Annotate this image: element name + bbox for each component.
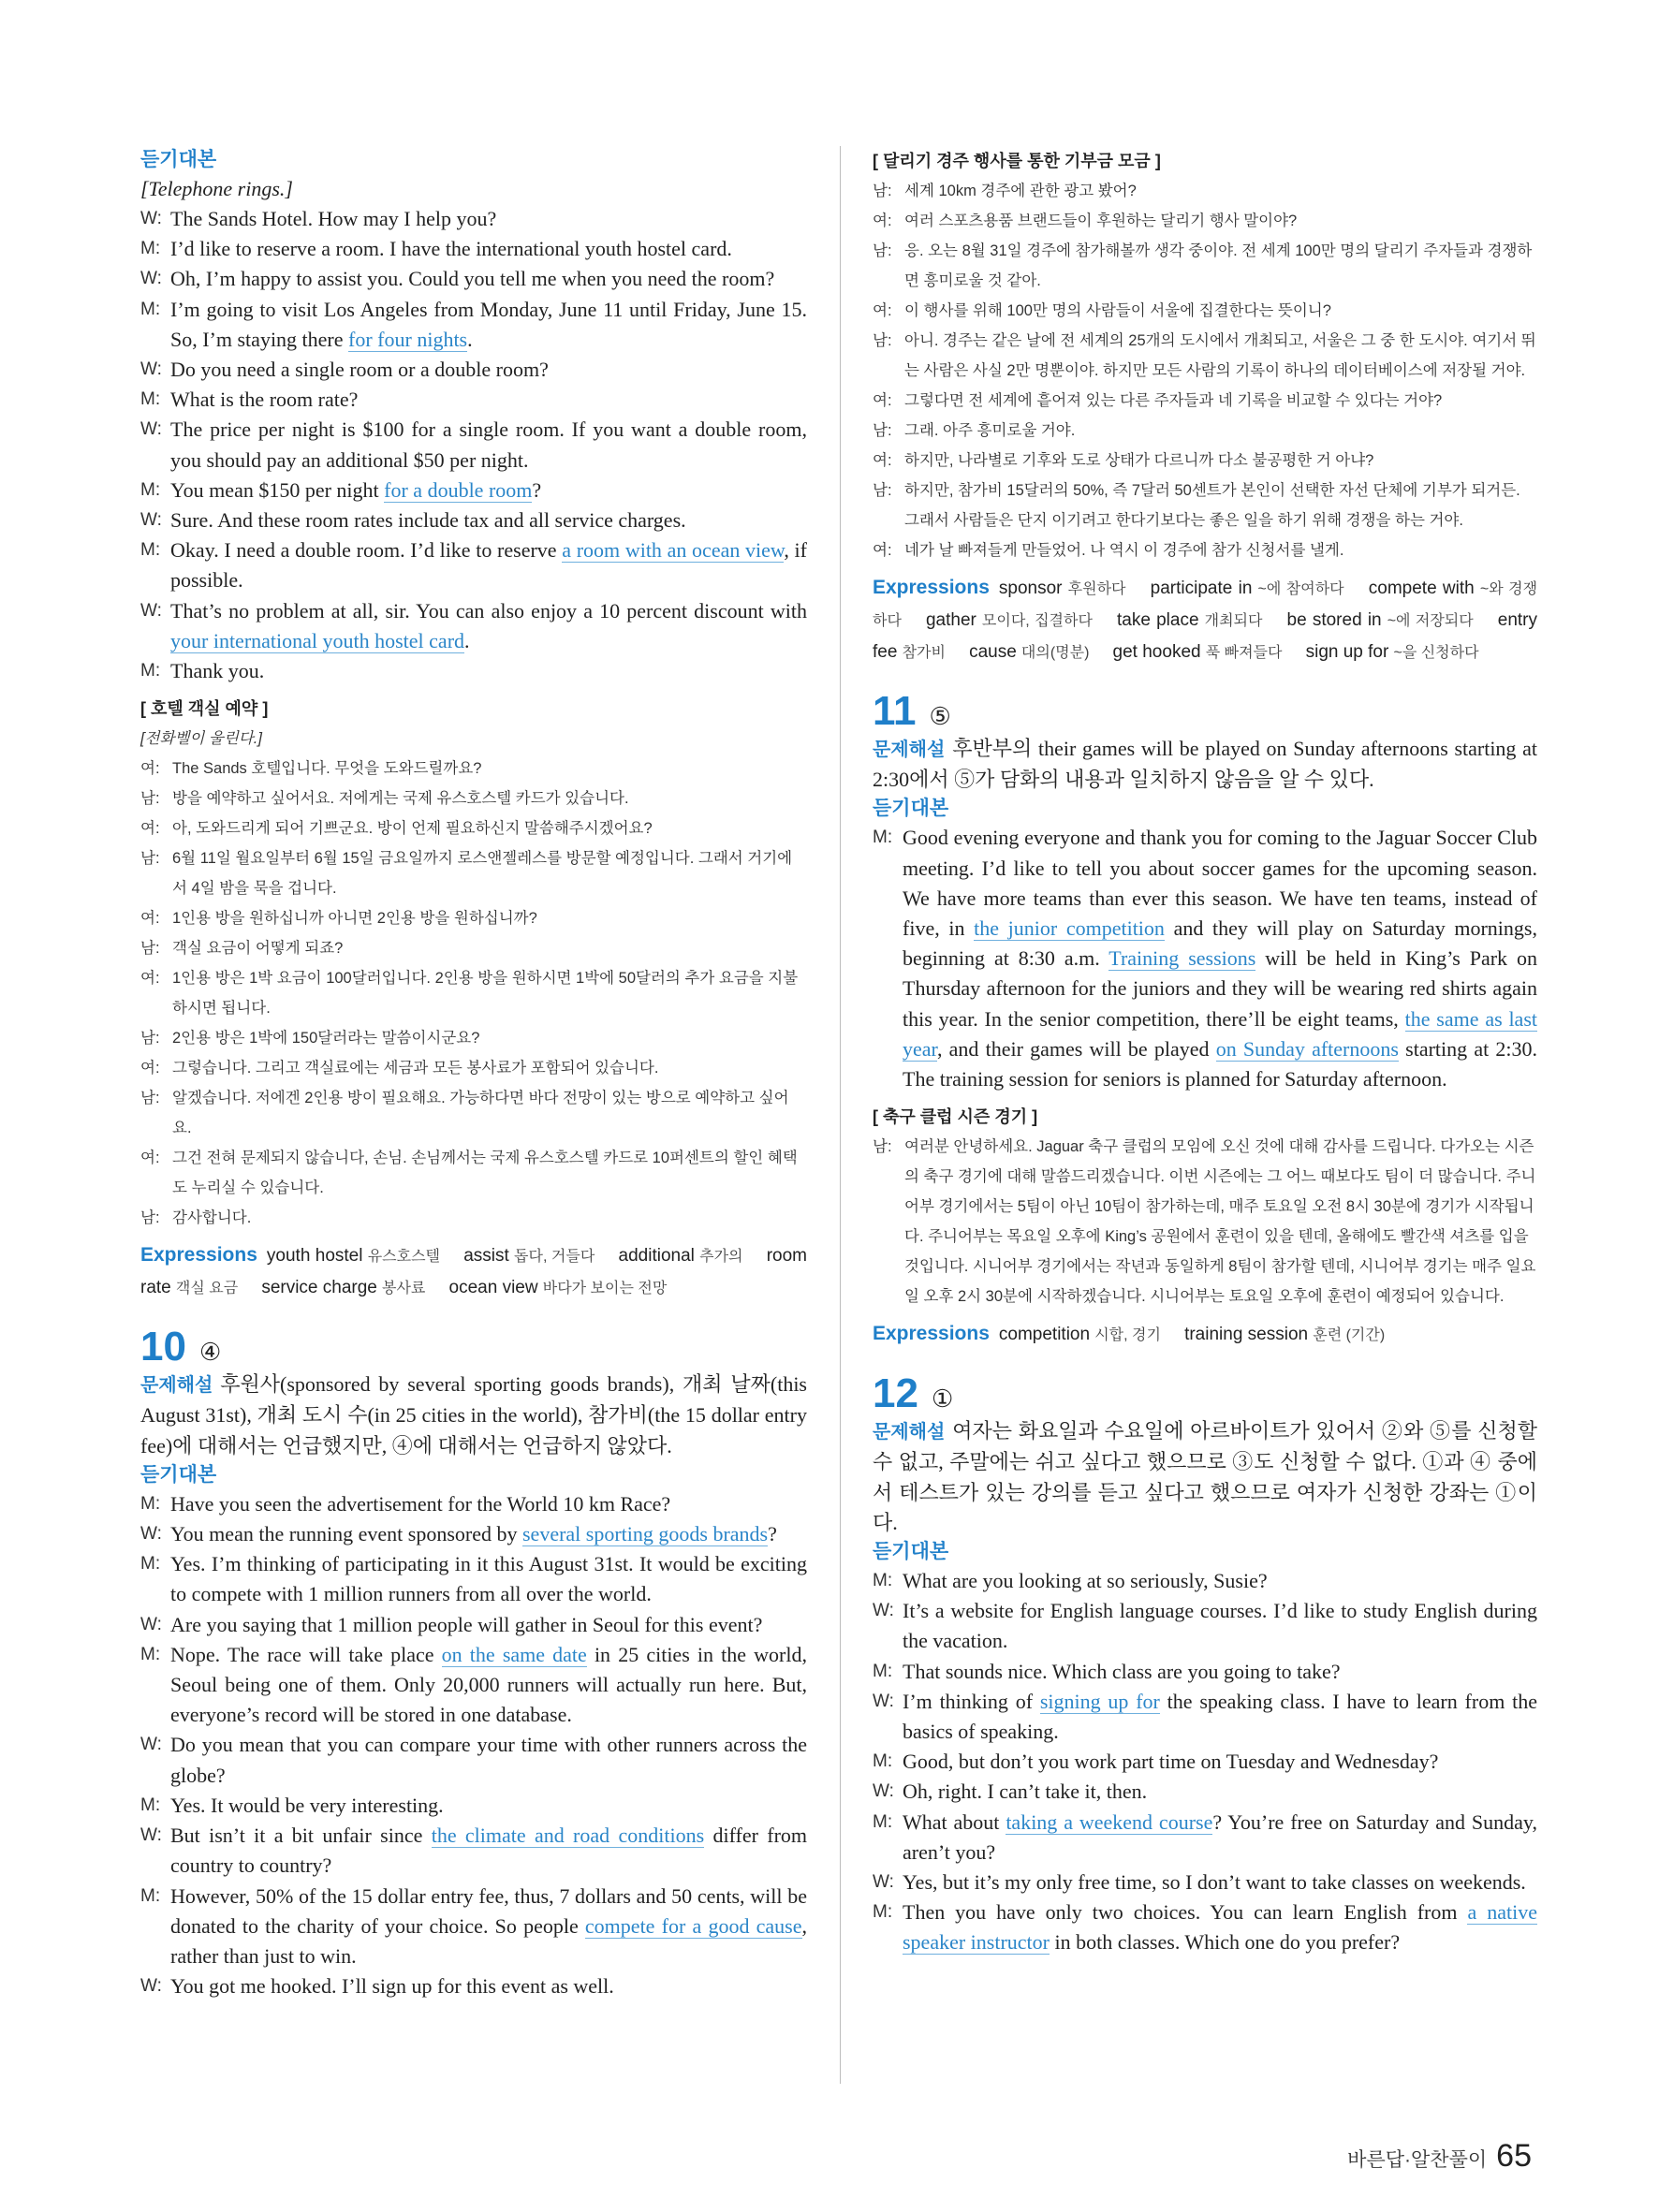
solution-text: 여자는 화요일과 수요일에 아르바이트가 있어서 ②와 ⑤를 신청할 수 없고, 주말에는 쉬고 싶다고 했으므로 ③도 신청할 수 없다. ①과 ④ 중에서 테스트가 있는 강의를 듣고 싶다고 했으므로 여자가 신청한 강좌는 ①이다. — [873, 1419, 1537, 1534]
speaker-label: W: — [140, 1524, 162, 1545]
expression-term: get hooked — [1112, 642, 1201, 662]
text-segment: the speaking class. I have to learn from the basics of speaking. — [903, 1689, 1537, 1744]
expression-term: competition — [998, 1325, 1091, 1345]
translation-text: 1인용 방은 1박 요금이 100달러입니다. 2인용 방을 원하시면 1박에 50달러의 추가 요금을 지불하시면 됩니다. — [172, 970, 799, 1018]
speaker-label: 남: — [140, 1030, 160, 1047]
translation-text: 1인용 방을 원하십니까 아니면 2인용 방을 원하십니까? — [172, 910, 537, 928]
highlighted-phrase: for four nights — [348, 327, 468, 351]
dialogue-text: The price per night is $100 for a single room. If you want a double room, you should pay an additional $50 per night. — [170, 417, 807, 472]
translation-line — [140, 933, 807, 963]
dialogue-line — [140, 355, 807, 385]
solution-text: 후반부의 their games will be played on Sunday afternoons starting at 2:30에서 ⑤가 담화의 내용과 일치하지 않음을 알 수 있다. — [873, 737, 1537, 792]
dialogue-text: Yes. I’m thinking of participating in it this August 31st. It would be exciting to compete with 1 million runners from all over the world. — [170, 1552, 807, 1606]
expression-meaning: 시합, 경기 — [1094, 1327, 1161, 1344]
highlighted-phrase: the junior competition — [974, 916, 1165, 941]
dialogue-line — [873, 1566, 1537, 1596]
translation-text: 아니. 경주는 같은 날에 전 세계의 25개의 도시에서 개최되고, 서울은 그 중 한 도시야. 여기서 뛰는 사람은 사실 2만 명뿐이야. 하지만 모든 사람의 기록이 하나의 데이터베이스에 저장될 거야. — [904, 332, 1536, 379]
expression-meaning: 훈련 (기간) — [1313, 1327, 1386, 1344]
text-segment: Good evening everyone and thank you for coming to the Jaguar Soccer Club meeting. I’d like to tell you about soccer games for the upcoming season. We have more teams than ever this season. We have ten teams, instead of five, in — [903, 826, 1537, 941]
speaker-label: M: — [140, 479, 161, 500]
text-segment: and they will play on Saturday mornings, beginning at 8:30 a.m. — [903, 916, 1537, 971]
q10-solution — [140, 1370, 807, 1461]
dialogue-line — [140, 1882, 807, 1972]
translation-line — [140, 1053, 807, 1083]
footer-text: 바른답·알찬풀이 — [1347, 2149, 1488, 2171]
translation-line — [873, 176, 1537, 206]
text-segment: Nope. The race will take place — [170, 1642, 442, 1666]
speaker-label: W: — [140, 1825, 162, 1846]
q9-dialogue — [140, 204, 807, 686]
speaker-label: 여: — [140, 1060, 160, 1077]
translation-line — [140, 1143, 807, 1203]
translation-text: 그건 전혀 문제되지 않습니다, 손님. 손님께서는 국제 유스호스텔 카드로 10퍼센트의 할인 혜택도 누리실 수 있습니다. — [172, 1150, 798, 1197]
q10-heading — [140, 1325, 807, 1370]
text-segment: However, 50% of the 15 dollar entry fee, thus, 7 dollars and 50 cents, will be donated to the charity of your choice. So people — [170, 1883, 807, 1938]
speaker-label: M: — [140, 1795, 161, 1815]
dialogue-text: Yes, but it’s my only free time, so I don’t want to take classes on weekends. — [903, 1870, 1526, 1895]
translation-text: 이 행사를 위해 100만 명의 사람들이 서울에 집결한다는 뜻이니? — [904, 302, 1331, 319]
expression-term: compete with — [1368, 579, 1475, 598]
expression-meaning: ~을 신청하다 — [1393, 645, 1479, 661]
expression-term: ocean view — [448, 1278, 538, 1298]
speaker-label: M: — [140, 389, 161, 410]
q10-translation-title: [ 달리기 경주 행사를 통한 기부금 모금 ] — [873, 152, 1161, 170]
dialogue-text — [170, 535, 807, 595]
expression-meaning: 봉사료 — [382, 1281, 426, 1297]
translation-text: 여러 스포츠용품 브랜드들이 후원하는 달리기 행사 말이야? — [904, 212, 1298, 229]
expression-meaning: 푹 빠져들다 — [1205, 645, 1283, 661]
q10-expressions — [873, 573, 1537, 668]
dialogue-line — [140, 234, 807, 264]
translation-line — [140, 903, 807, 933]
expression-term: entry fee — [873, 610, 1538, 662]
highlighted-phrase: signing up for — [1039, 1689, 1160, 1713]
expression-term: take place — [1117, 610, 1199, 630]
speaker-label: M: — [140, 540, 161, 561]
question-number: 11 — [873, 688, 917, 734]
speaker-label: 남: — [873, 183, 892, 199]
highlighted-phrase: compete for a good cause — [584, 1913, 802, 1938]
page-footer — [1347, 2138, 1532, 2175]
dialogue-line — [140, 264, 807, 294]
highlighted-phrase: on the same date — [441, 1642, 587, 1666]
speaker-label: 여: — [873, 542, 892, 559]
translation-text: 감사합니다. — [172, 1209, 252, 1227]
translation-line — [873, 535, 1537, 565]
speaker-label: M: — [140, 1885, 161, 1906]
dialogue-line — [140, 505, 807, 535]
translation-line — [873, 416, 1537, 446]
translation-text: 방을 예약하고 싶어서요. 저에게는 국제 유스호스텔 카드가 있습니다. — [172, 790, 629, 808]
expression-meaning: ~와 경쟁하다 — [873, 581, 1538, 629]
speaker-label: M: — [873, 1661, 893, 1681]
script-label: 듣기대본 — [140, 1463, 217, 1486]
dialogue-line — [873, 1657, 1537, 1687]
dialogue-line — [140, 415, 807, 475]
q10-translation — [873, 176, 1537, 565]
speaker-label: W: — [140, 269, 162, 289]
highlighted-phrase: on Sunday afternoons — [1215, 1036, 1399, 1061]
speaker-label: M: — [873, 828, 893, 848]
text-segment: in 25 cities in the world, Seoul being one of them. Only 20,000 runners will actually run here. But, everyone’s record will be stored in one database. — [170, 1642, 807, 1727]
dialogue-text: It’s a website for English language courses. I’d like to study English during the vacation. — [903, 1599, 1537, 1653]
expression-term: participate in — [1150, 579, 1253, 598]
translation-text: 세계 10km 경주에 관한 광고 봤어? — [904, 183, 1137, 199]
right-column — [873, 146, 1537, 1958]
expression-meaning: 대의(명분) — [1020, 645, 1090, 661]
dialogue-text: What is the room rate? — [170, 388, 359, 412]
translation-line — [140, 813, 807, 843]
translation-text: 그렇습니다. 그리고 객실료에는 세금과 모든 봉사료가 포함되어 있습니다. — [172, 1060, 659, 1077]
expressions-label: Expressions — [873, 1323, 990, 1345]
speaker-label: 남: — [873, 332, 892, 349]
dialogue-line — [140, 1640, 807, 1731]
solution-label: 문제해설 — [873, 1422, 946, 1443]
dialogue-line — [140, 1519, 807, 1549]
translation-text: 알겠습니다. 저에겐 2인용 방이 필요해요. 가능하다면 바다 전망이 있는 방으로 예약하고 싶어요. — [172, 1090, 789, 1137]
highlighted-phrase: the same as last year — [903, 1006, 1537, 1061]
q9-translation-title: [ 호텔 객실 예약 ] — [140, 699, 269, 719]
speaker-label: 남: — [873, 482, 892, 499]
speaker-label: 남: — [873, 1138, 892, 1156]
speaker-label: M: — [140, 1493, 161, 1514]
script-label: 듣기대본 — [873, 798, 949, 820]
dialogue-line — [873, 1808, 1537, 1868]
q11-heading — [873, 689, 1537, 734]
speaker-label: 남: — [140, 1090, 160, 1107]
dialogue-text: What are you looking at so seriously, Susie? — [903, 1569, 1268, 1593]
text-segment: will be held in King’s Park on Thursday afternoon for the juniors and they will be wearing red shirts again this year. In the senior competition, there’ll be eight teams, — [903, 946, 1537, 1031]
translation-text: 객실 요금이 어떻게 되죠? — [172, 940, 344, 958]
translation-text: 6월 11일 월요일부터 6월 15일 금요일까지 로스앤젤레스를 방문할 예정입니다. 그래서 거기에서 4일 밤을 묵을 겁니다. — [172, 850, 793, 898]
speaker-label: M: — [873, 1751, 893, 1772]
dialogue-text — [903, 1897, 1537, 1957]
translation-line — [873, 476, 1537, 535]
dialogue-line — [140, 656, 807, 686]
highlighted-phrase: taking a weekend course — [1006, 1809, 1213, 1834]
dialogue-text: Sure. And these room rates include tax and all service charges. — [170, 508, 686, 533]
text-segment: , if possible. — [170, 538, 807, 593]
dialogue-line — [140, 1821, 807, 1881]
expression-term: be stored in — [1286, 610, 1382, 630]
expression-meaning: 돕다, 거들다 — [514, 1249, 595, 1266]
expression-term: gather — [925, 610, 976, 630]
script-label: 듣기대본 — [140, 149, 217, 170]
translation-line — [140, 1203, 807, 1233]
text-segment: . — [467, 327, 473, 351]
dialogue-text — [170, 596, 807, 656]
text-segment: You mean $150 per night — [170, 477, 385, 502]
speaker-label: M: — [140, 299, 161, 319]
dialogue-text: You got me hooked. I’ll sign up for this event as well. — [170, 1974, 614, 1999]
speaker-label: M: — [140, 661, 161, 681]
speaker-label: W: — [140, 209, 162, 228]
question-number: 10 — [140, 1324, 186, 1370]
translation-text: 응. 오는 8월 31일 경주에 참가해볼까 생각 중이야. 전 세계 100만 명의 달리기 주자들과 경쟁하면 흥미로울 것 같아. — [904, 242, 1533, 289]
speaker-label: 남: — [873, 242, 892, 259]
dialogue-text: Yes. It would be very interesting. — [170, 1793, 444, 1817]
dialogue-line — [140, 204, 807, 234]
speaker-label: 여: — [140, 970, 160, 988]
expression-term: additional — [618, 1246, 695, 1267]
speaker-label: 여: — [873, 452, 892, 469]
dialogue-text — [170, 476, 807, 505]
translation-line — [873, 236, 1537, 296]
text-segment: I’m going to visit Los Angeles from Monday, June 11 until Friday, June 15. So, I’m staying there — [170, 297, 807, 351]
translation-line — [140, 963, 807, 1023]
highlighted-phrase: a room with an ocean view — [562, 538, 785, 563]
translation-line — [140, 1023, 807, 1053]
dialogue-text: Oh, I’m happy to assist you. Could you tell me when you need the room? — [170, 267, 775, 291]
question-number: 12 — [873, 1370, 918, 1417]
text-segment: , rather than just to win. — [170, 1913, 807, 1968]
text-segment: I’m thinking of — [903, 1689, 1040, 1713]
speaker-label: W: — [140, 359, 162, 380]
dialogue-text — [170, 295, 807, 355]
text-segment: ? — [768, 1522, 777, 1546]
speaker-label: W: — [140, 419, 162, 440]
text-segment: differ from country to country? — [170, 1824, 808, 1878]
stage-direction: [Telephone rings.] — [140, 177, 293, 200]
speaker-label: 남: — [873, 422, 892, 439]
dialogue-text — [903, 1808, 1537, 1868]
translation-line — [140, 843, 807, 903]
speaker-label: M: — [873, 1811, 893, 1832]
dialogue-line — [140, 476, 807, 505]
solution-label: 문제해설 — [873, 740, 946, 760]
translation-line — [140, 754, 807, 784]
speaker-label: 남: — [140, 790, 160, 808]
translation-text: 그래. 아주 흥미로울 거야. — [904, 422, 1076, 439]
speaker-label: W: — [140, 600, 162, 621]
dialogue-text — [903, 1687, 1537, 1747]
translation-line — [873, 206, 1537, 236]
highlighted-phrase: your international youth hostel card — [170, 628, 465, 652]
translation-line — [873, 1132, 1537, 1311]
text-segment: ? You’re free on Saturday and Sunday, aren’t you? — [903, 1809, 1537, 1864]
translation-line — [873, 446, 1537, 476]
speaker-label: 남: — [140, 850, 160, 868]
translation-text: 그렇다면 전 세계에 흩어져 있는 다른 주자들과 네 기록을 비교할 수 있다는 거야? — [904, 392, 1443, 409]
text-segment: , and their games will be played — [936, 1036, 1216, 1061]
expression-meaning: ~에 저장되다 — [1387, 613, 1474, 629]
dialogue-text: Do you need a single room or a double room? — [170, 358, 549, 382]
translation-text: 아, 도와드리게 되어 기쁘군요. 방이 언제 필요하신지 말씀해주시겠어요? — [172, 820, 653, 838]
dialogue-text: The Sands Hotel. How may I help you? — [170, 207, 497, 230]
translation-text: 2인용 방은 1박에 150달러라는 말씀이시군요? — [172, 1030, 480, 1047]
dialogue-text: Good, but don’t you work part time on Tuesday and Wednesday? — [903, 1750, 1439, 1774]
text-segment: Okay. I need a double room. I’d like to reserve — [170, 538, 563, 563]
text-segment: You mean the running event sponsored by — [170, 1522, 522, 1546]
dialogue-line — [140, 596, 807, 656]
speaker-label: W: — [140, 1735, 162, 1755]
q12-solution — [873, 1416, 1537, 1538]
expression-meaning: 추가의 — [699, 1249, 743, 1266]
script-label: 듣기대본 — [873, 1541, 949, 1563]
dialogue-line — [873, 1687, 1537, 1747]
speaker-label: 여: — [873, 212, 892, 229]
translation-line — [140, 784, 807, 813]
q9-expressions — [140, 1240, 807, 1304]
expression-term: room rate — [140, 1246, 808, 1298]
q11-solution — [873, 734, 1537, 795]
highlighted-phrase: the climate and road conditions — [431, 1824, 705, 1848]
expression-term: assist — [463, 1246, 509, 1267]
dialogue-line — [873, 823, 1537, 1094]
dialogue-line — [140, 1971, 807, 2001]
expression-meaning: 후원하다 — [1067, 581, 1126, 597]
speaker-label: W: — [140, 1976, 162, 1997]
expressions-label: Expressions — [140, 1244, 257, 1267]
expression-meaning: 모이다, 집결하다 — [981, 613, 1093, 629]
speaker-label: 남: — [140, 1209, 160, 1227]
q11-expressions — [873, 1319, 1537, 1351]
q10-dialogue — [140, 1489, 807, 2001]
dialogue-text: Do you mean that you can compare your time with other runners across the globe? — [170, 1733, 807, 1787]
text-segment: ? — [532, 477, 542, 502]
speaker-label: 여: — [140, 910, 160, 928]
q11-translation-title: [ 축구 클럽 시즌 경기 ] — [873, 1107, 1038, 1127]
expression-term: youth hostel — [266, 1246, 363, 1267]
speaker-label: M: — [140, 1644, 161, 1664]
speaker-label: W: — [873, 1691, 894, 1711]
q12-dialogue — [873, 1566, 1537, 1958]
text-segment: . — [464, 628, 470, 652]
speaker-label: 남: — [140, 940, 160, 958]
dialogue-line — [140, 1549, 807, 1609]
text-segment: Then you have only two choices. You can learn English from — [903, 1900, 1468, 1925]
expression-meaning: 참가비 — [902, 645, 946, 661]
translation-text: 하지만, 참가비 15달러의 50%, 즉 7달러 50센트가 본인이 선택한 자선 단체에 기부가 되거든. 그래서 사람들은 단지 이기려고 한다기보다는 좋은 일을 하기 위해 경쟁을 하는 거야. — [904, 482, 1520, 529]
translation-text: 하지만, 나라별로 기후와 도로 상태가 다르니까 다소 불공평한 거 아냐? — [904, 452, 1374, 469]
expression-meaning: 개최되다 — [1204, 613, 1263, 629]
dialogue-line — [140, 385, 807, 415]
speaker-label: M: — [140, 1554, 161, 1575]
text-segment: What about — [903, 1809, 1006, 1834]
dialogue-text: Are you saying that 1 million people will gather in Seoul for this event? — [170, 1612, 763, 1636]
speaker-label: M: — [873, 1902, 893, 1923]
speaker-label: 여: — [873, 302, 892, 319]
column-divider — [840, 146, 841, 2084]
dialogue-text — [903, 823, 1537, 1094]
dialogue-text: That sounds nice. Which class are you going to take? — [903, 1659, 1341, 1683]
dialogue-line — [140, 295, 807, 355]
expression-meaning: 바다가 보이는 전망 — [542, 1281, 668, 1297]
translation-line — [873, 296, 1537, 326]
speaker-label: W: — [873, 1872, 894, 1893]
q9-translation — [140, 754, 807, 1233]
highlighted-phrase: a native speaker instructor — [903, 1900, 1537, 1955]
expression-term: training session — [1184, 1325, 1309, 1345]
translation-text: 네가 날 빠져들게 만들었어. 나 역시 이 경주에 참가 신청서를 낼게. — [904, 542, 1344, 559]
highlighted-phrase: for a double room — [384, 477, 533, 502]
dialogue-line — [873, 1596, 1537, 1656]
speaker-label: W: — [873, 1601, 894, 1621]
solution-text: 후원사(sponsored by several sporting goods brands), 개최 날짜(this August 31st), 개최 도시 수(in 25 cities in the world), 참가비(the 15 dollar entry fee)에 대해서는 언급했지만, ④에 대해서는 언급하지 않았다. — [140, 1372, 807, 1458]
solution-label: 문제해설 — [140, 1375, 213, 1397]
speaker-label: 여: — [140, 820, 160, 838]
q11-dialogue — [873, 823, 1537, 1094]
text-segment: That’s no problem at all, sir. You can also enjoy a 10 percent discount with — [170, 598, 807, 623]
speaker-label: M: — [140, 239, 161, 259]
dialogue-line — [873, 1747, 1537, 1777]
translation-line — [873, 386, 1537, 416]
expression-term: service charge — [261, 1278, 377, 1298]
dialogue-text — [170, 1519, 807, 1549]
q11-translation — [873, 1132, 1537, 1311]
dialogue-line — [873, 1868, 1537, 1897]
highlighted-phrase: several sporting goods brands — [522, 1522, 769, 1546]
dialogue-line — [140, 1610, 807, 1640]
text-segment: But isn’t it a bit unfair since — [170, 1824, 432, 1848]
left-column — [140, 146, 807, 2001]
dialogue-text: Oh, right. I can’t take it, then. — [903, 1780, 1148, 1804]
dialogue-line — [140, 1791, 807, 1821]
expression-meaning: 객실 요금 — [175, 1281, 239, 1297]
text-segment: starting at 2:30. The training session for seniors is planned for Saturday afternoon. — [903, 1036, 1537, 1091]
q9-translation-stage: [전화벨이 울린다.] — [140, 730, 262, 748]
translation-text: The Sands 호텔입니다. 무엇을 도와드릴까요? — [172, 760, 482, 778]
dialogue-text — [170, 1640, 807, 1731]
dialogue-text: I’d like to reserve a room. I have the international youth hostel card. — [170, 237, 732, 261]
speaker-label: W: — [140, 1614, 162, 1634]
text-segment: in both classes. Which one do you prefer? — [1050, 1930, 1401, 1955]
dialogue-text: Thank you. — [170, 659, 265, 683]
speaker-label: 여: — [140, 760, 160, 778]
dialogue-line — [873, 1897, 1537, 1957]
expressions-label: Expressions — [873, 577, 990, 598]
translation-line — [873, 326, 1537, 386]
dialogue-line — [140, 1489, 807, 1519]
speaker-label: 여: — [140, 1150, 160, 1167]
speaker-label: W: — [873, 1781, 894, 1802]
dialogue-text: Have you seen the advertisement for the World 10 km Race? — [170, 1491, 671, 1516]
speaker-label: 여: — [873, 392, 892, 409]
translation-text: 여러분 안녕하세요. Jaguar 축구 클럽의 모임에 오신 것에 대해 감사를 드립니다. 다가오는 시즌의 축구 경기에 대해 말씀드리겠습니다. 이번 시즌에는 그 어느 때보다도 팀이 더 많습니다. 주니어부 경기에서는 5팀이 아닌 10팀이 참가하는데, 매주 토요일 오전 8시 30분에 경기가 시작됩니다. 주니어부는 목요일 오후에 King’s 공원에서 훈련이 있을 텐데, 올해에도 빨간색 셔츠를 입을 것입니다. 시니어부 경기에서는 작년과 동일하게 8팀이 참가할 텐데, 시니어부 경기는 매주 일요일 오후 2시 30분에 시작하겠습니다. 시니어부는 토요일 오후에 훈련이 예정되어 있습니다. — [904, 1138, 1536, 1306]
dialogue-line — [140, 1730, 807, 1790]
translation-line — [140, 1083, 807, 1143]
expression-term: cause — [969, 642, 1017, 662]
speaker-label: W: — [140, 510, 162, 531]
q12-heading — [873, 1371, 1537, 1416]
dialogue-text — [170, 1821, 807, 1881]
dialogue-line — [873, 1777, 1537, 1807]
answer-mark: ⑤ — [929, 703, 951, 730]
dialogue-line — [140, 535, 807, 595]
highlighted-phrase: Training sessions — [1108, 946, 1256, 971]
answer-mark: ① — [931, 1385, 954, 1414]
expression-meaning: 유스호스텔 — [367, 1249, 440, 1266]
expression-term: sign up for — [1305, 642, 1389, 662]
expression-term: sponsor — [998, 579, 1063, 598]
dialogue-text — [170, 1882, 807, 1972]
answer-mark: ④ — [198, 1339, 222, 1367]
speaker-label: M: — [873, 1571, 893, 1591]
page-number: 65 — [1496, 2138, 1532, 2174]
expression-meaning: ~에 참여하다 — [1257, 581, 1344, 597]
